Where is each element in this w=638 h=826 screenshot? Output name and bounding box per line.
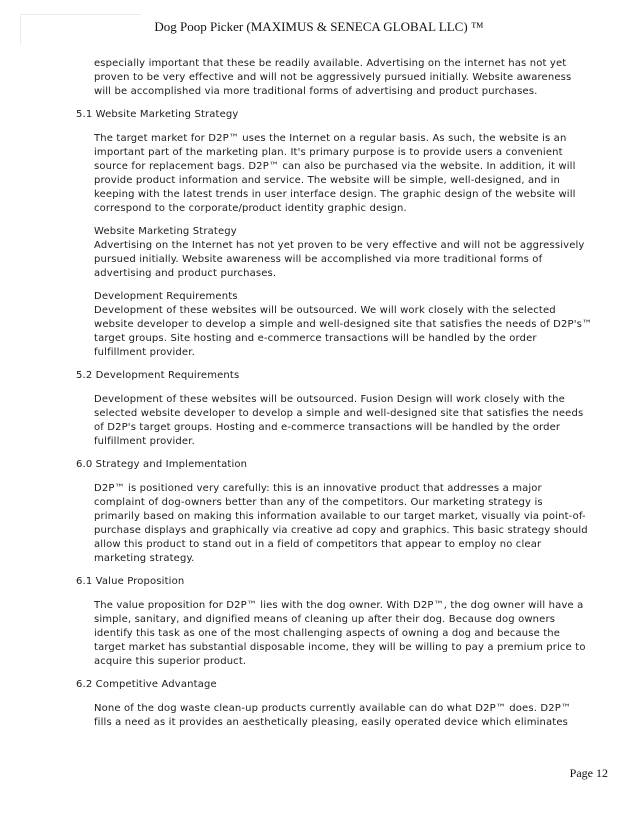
- page-header: Dog Poop Picker (MAXIMUS & SENECA GLOBAL LLC) ™: [154, 19, 484, 34]
- section-heading-6-2: 6.2 Competitive Advantage: [76, 679, 217, 690]
- paragraph-website-marketing: The target market for D2P™ uses the Internet on a regular basis. As such, the website is an important part of the marketing plan. It's primary purpose is to provide users a convenient source for replacement bags. D2P™ can also be purchased via the website. In addition, it will provide product information and service. The website will be simple, well-designed, and in keeping with the latest trends in user interface design. The graphic design of the website will correspond to the corporate/product identity graphic design.: [94, 133, 576, 214]
- document-body: [76, 57, 616, 730]
- paragraph-competitive-advantage: None of the dog waste clean-up products currently available can do what D2P™ does. D2P™ fills a need as it provides an aesthetically pleasing, easily operated device which eliminates: [94, 703, 572, 728]
- paragraph-development-requirements: Development Requirements Development of these websites will be outsourced. We will work closely with the selected website developer to develop a simple and well-designed site that satisfies the needs of D2P's™ target groups. Site hosting and e-commerce transactions will be handled by the order fulfillment provider.: [94, 291, 593, 358]
- section-heading-6-0: 6.0 Strategy and Implementation: [76, 459, 248, 470]
- paragraph-strategy-implementation: D2P™ is positioned very carefully: this is an innovative product that addresses a major complaint of dog-owners better than any of the competitors. Our marketing strategy is primarily based on making this information available to our target market, visually via point-of- purchase displays and graphically via creative ad copy and graphics. This basic strategy should allow this product to stand out in a field of competitors that appear to employ no clear marketing strategy.: [94, 483, 588, 564]
- paragraph-value-proposition: The value proposition for D2P™ lies with the dog owner. With D2P™, the dog owner will have a simple, sanitary, and dignified means of cleaning up after their dog. Because dog owners identify this task as one of the most challenging aspects of owning a dog and because the target market has substantial disposable income, they will be willing to pay a premium price to acquire this superior product.: [94, 600, 586, 667]
- section-heading-6-1: 6.1 Value Proposition: [76, 576, 185, 587]
- section-heading-5-2: 5.2 Development Requirements: [76, 370, 240, 381]
- paragraph-development-outsourcing: Development of these websites will be outsourced. Fusion Design will work closely with the selected website developer to develop a simple and well-designed site that satisfies the needs of D2P's target groups. Hosting and e-commerce transactions will be handled by the order fulfillment provider.: [94, 394, 584, 447]
- paragraph-website-marketing-strategy: Website Marketing Strategy Advertising on the Internet has not yet proven to be very effective and will not be aggressively pursued initially. Website awareness will be accomplished via more traditional forms of advertising and product purchases.: [94, 226, 585, 279]
- section-heading-5-1: 5.1 Website Marketing Strategy: [76, 109, 239, 120]
- page-number: Page 12: [569, 766, 608, 780]
- paragraph-advertising-intro: especially important that these be readily available. Advertising on the internet has not yet proven to be very effective and will not be aggressively pursued initially. Website awareness will be accomplished via more traditional forms of advertising and product purchases.: [94, 58, 572, 97]
